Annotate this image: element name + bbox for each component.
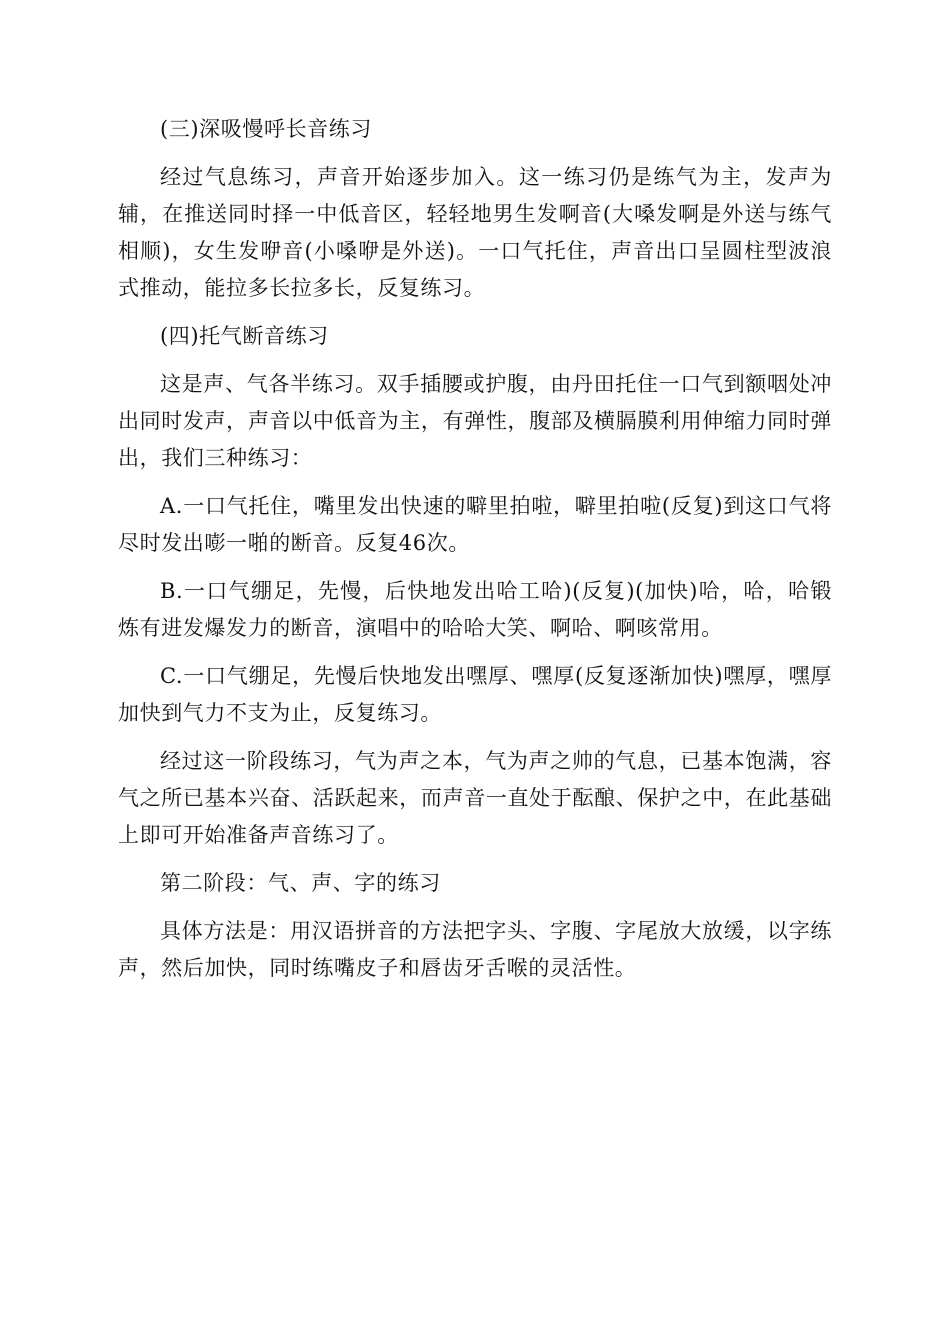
paragraph-method: 具体方法是：用汉语拼音的方法把字头、字腹、字尾放大放缓，以字练声，然后加快，同时练嘴皮子和唇齿牙舌喉的灵活性。 — [118, 919, 832, 980]
paragraph-exercise-a: A.一口气托住，嘴里发出快速的噼里拍啦，噼里拍啦(反复)到这口气将尽时发出嘭一啪的断音。反复46次。 — [118, 494, 832, 555]
stage-two-heading: 第二阶段：气、声、字的练习 — [160, 871, 441, 895]
document-page — [118, 111, 832, 998]
section-heading-four: (四)托气断音练习 — [160, 324, 329, 348]
paragraph-long-tone-practice: 经过气息练习，声音开始逐步加入。这一练习仍是练气为主，发声为辅，在推送同时择一中低音区，轻轻地男生发啊音(大嗓发啊是外送与练气相顺)，女生发咿音(小嗓咿是外送)。一口气托住，声音出口呈圆柱型波浪式推动，能拉多长拉多长，反复练习。 — [118, 165, 832, 300]
paragraph-exercise-c: C.一口气绷足，先慢后快地发出嘿厚、嘿厚(反复逐渐加快)嘿厚，嘿厚加快到气力不支为止，反复练习。 — [118, 664, 832, 725]
paragraph-exercise-b: B.一口气绷足，先慢，后快地发出哈工哈)(反复)(加快)哈，哈，哈锻炼有进发爆发力的断音，演唱中的哈哈大笑、啊哈、啊咳常用。 — [118, 579, 832, 640]
paragraph-staccato-intro: 这是声、气各半练习。双手插腰或护腹，由丹田托住一口气到额咽处冲出同时发声，声音以中低音为主，有弹性，腹部及横膈膜利用伸缩力同时弹出，我们三种练习： — [118, 372, 832, 470]
section-heading-three: (三)深吸慢呼长音练习 — [160, 117, 372, 141]
paragraph-stage-summary: 经过这一阶段练习，气为声之本，气为声之帅的气息，已基本饱满，容气之所已基本兴奋、活跃起来，而声音一直处于酝酿、保护之中，在此基础上即可开始准备声音练习了。 — [118, 749, 832, 847]
